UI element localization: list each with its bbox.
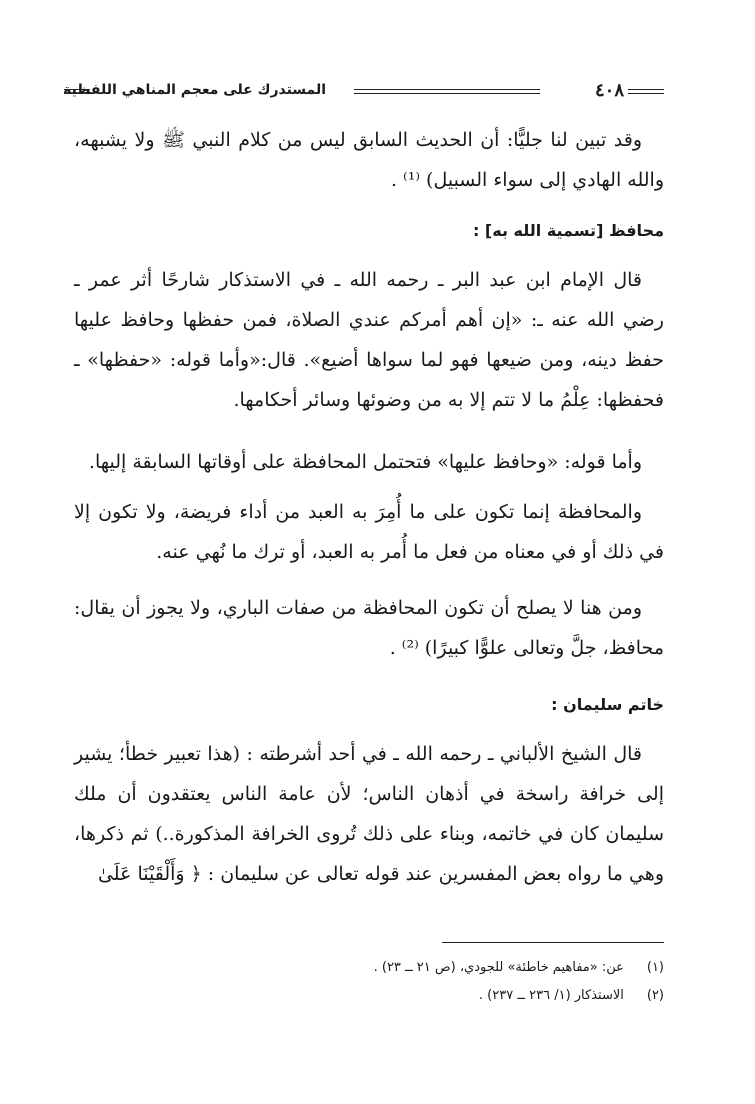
footnote-2 bbox=[200, 982, 664, 1010]
footnote-separator bbox=[442, 942, 664, 943]
paragraph-3 bbox=[74, 442, 664, 482]
footnotes bbox=[200, 954, 664, 1010]
page-number: ٤٠٨ bbox=[594, 80, 624, 101]
section-heading-khatam-sulayman bbox=[74, 690, 664, 720]
heading-text: محافظ [تسمية الله به] : bbox=[472, 221, 664, 240]
footnote-text: الاستذكار (١/ ٢٣٦ ــ ٢٣٧) . bbox=[478, 988, 624, 1003]
header-rule-left bbox=[64, 89, 90, 94]
paragraph-2 bbox=[74, 260, 664, 420]
section-heading-muhafiz bbox=[74, 216, 664, 246]
header-rule-right bbox=[628, 89, 664, 94]
paragraph-text: ومن هنا لا يصلح أن تكون المحافظة من صفات الباري، ولا يجوز أن يقال: محافظ، جلَّ وتعالى علوًّا كبيرًا) ⁽²⁾ . bbox=[74, 597, 664, 659]
paragraph-6 bbox=[74, 734, 664, 894]
paragraph-5 bbox=[74, 588, 664, 668]
page-header bbox=[64, 80, 664, 106]
footnote-number: (٢) bbox=[646, 988, 664, 1003]
paragraph-text: قال الإمام ابن عبد البر ـ رحمه الله ـ في الاستذكار شارحًا أثر عمر ـ رضي الله عنه ـ: «إن أهم أمركم عندي الصلاة، فمن حفظها وحافظ عليها حفظ دينه، ومن ضيعها فهو لما سواها أضيع». قال:«وأما قوله: «حفظها» ـ فحفظها: عِلْمُ ما لا تتم إلا به من وضوئها وسائر أحكامها. bbox=[74, 269, 664, 411]
header-rule-middle bbox=[354, 89, 540, 94]
paragraph-text: والمحافظة إنما تكون على ما أُمِرَ به العبد من أداء فريضة، ولا تكون إلا في ذلك أو في معناه من فعل ما أُمر به العبد، أو ترك ما نُهي عنه. bbox=[74, 501, 664, 563]
paragraph-1 bbox=[74, 120, 664, 200]
paragraph-text: وقد تبين لنا جليًّا: أن الحديث السابق ليس من كلام النبي ﷺ ولا يشبهه، والله الهادي إلى سواء السبيل) ⁽¹⁾ . bbox=[74, 129, 664, 191]
footnote-text: عن: «مفاهيم خاطئة» للجودي، (ص ٢١ ــ ٢٣) . bbox=[373, 960, 624, 975]
footnote-number: (١) bbox=[646, 960, 664, 975]
footnote-1 bbox=[200, 954, 664, 982]
paragraph-4 bbox=[74, 492, 664, 572]
paragraph-text: وأما قوله: «وحافظ عليها» فتحتمل المحافظة على أوقاتها السابقة إليها. bbox=[88, 451, 642, 473]
paragraph-text: قال الشيخ الألباني ـ رحمه الله ـ في أحد أشرطته : (هذا تعبير خطأ؛ يشير إلى خرافة راسخة في أذهان الناس؛ لأن عامة الناس يعتقدون أن ملك سليمان كان في خاتمه، وبناء على ذلك تُروى الخرافة المذكورة..) ثم ذكرها، وهي ما رواه بعض المفسرين عند قوله تعالى عن سليمان : ﴿ وَأَلْقَيْنَا عَلَىٰ bbox=[74, 743, 664, 885]
running-title: المستدرك على معجم المناهي اللفظية bbox=[63, 82, 326, 98]
heading-text: خاتم سليمان : bbox=[551, 695, 664, 714]
